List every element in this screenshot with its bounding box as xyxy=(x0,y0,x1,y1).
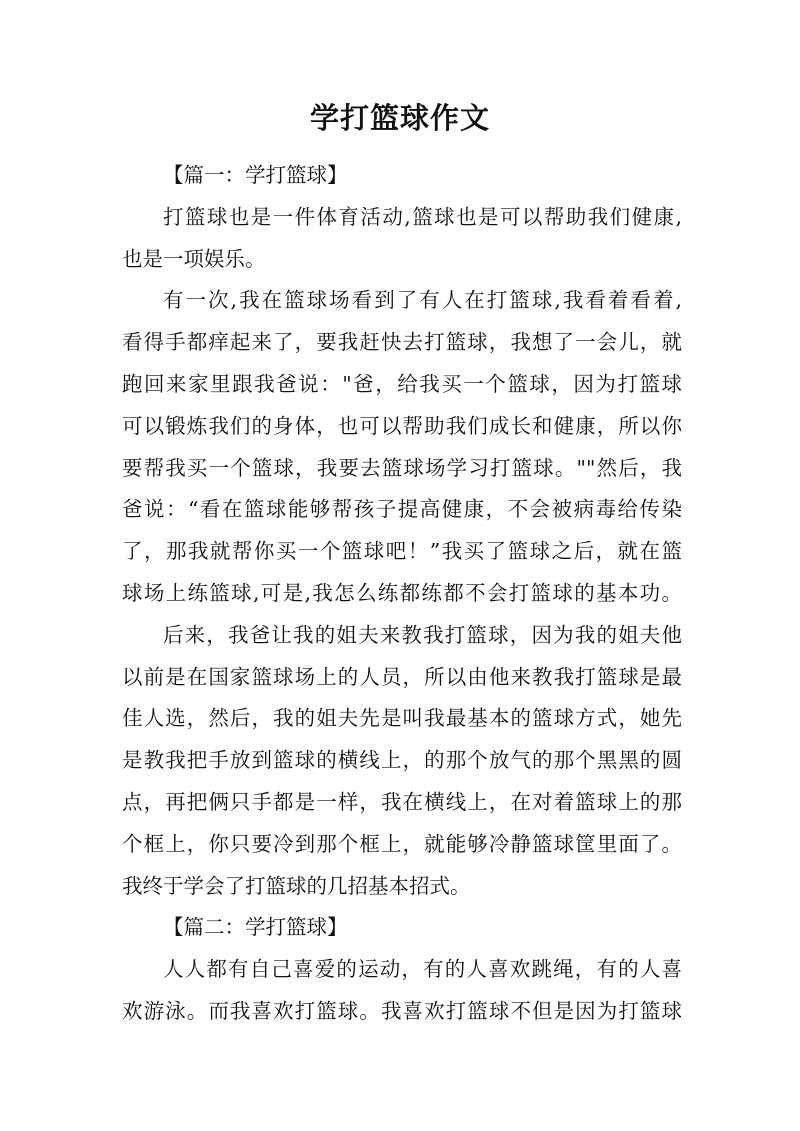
paragraph-line: 后来，我爸让我的姐夫来教我打篮球，因为我的姐夫他 xyxy=(163,622,682,647)
paragraph-line: 是教我把手放到篮球的横线上，的那个放气的那个黑黑的圆 xyxy=(122,748,682,773)
paragraph-line: 点，再把俩只手都是一样，我在横线上，在对着篮球上的那 xyxy=(122,789,682,814)
document-title: 学打篮球作文 xyxy=(309,101,490,135)
section-heading-2: 【篇二：学打篮球】 xyxy=(163,915,348,940)
paragraph-line: 要帮我买一个篮球，我要去篮球场学习打篮球。""然后，我 xyxy=(122,455,682,480)
paragraph-line: 有一次,我在篮球场看到了有人在打篮球,我看着看着, xyxy=(163,288,682,313)
paragraph-line: 可以锻炼我们的身体，也可以帮助我们成长和健康，所以你 xyxy=(122,413,682,438)
paragraph-line: 欢游泳。而我喜欢打篮球。我喜欢打篮球不但是因为打篮球 xyxy=(122,998,682,1023)
paragraph-line: 我终于学会了打篮球的几招基本招式。 xyxy=(122,873,471,898)
paragraph-line: 了，那我就帮你买一个篮球吧！”我买了篮球之后，就在篮 xyxy=(122,539,682,564)
paragraph-line: 佳人选，然后，我的姐夫先是叫我最基本的篮球方式，她先 xyxy=(122,706,682,731)
paragraph-line: 跑回来家里跟我爸说："爸，给我买一个篮球，因为打篮球 xyxy=(122,371,682,396)
paragraph-line: 球场上练篮球,可是,我怎么练都练都不会打篮球的基本功。 xyxy=(122,580,682,605)
paragraph-line: 个框上，你只要冷到那个框上，就能够冷静篮球筐里面了。 xyxy=(122,831,682,856)
paragraph-line: 以前是在国家篮球场上的人员，所以由他来教我打篮球是最 xyxy=(122,664,682,689)
paragraph-line: 爸说：“看在篮球能够帮孩子提高健康，不会被病毒给传染 xyxy=(122,497,682,522)
paragraph-line: 打篮球也是一件体育活动,篮球也是可以帮助我们健康, xyxy=(163,204,682,229)
section-heading-1: 【篇一：学打篮球】 xyxy=(163,163,348,187)
paragraph-line: 也是一项娱乐。 xyxy=(122,246,266,271)
document-body xyxy=(122,155,682,1033)
paragraph-line: 看得手都痒起来了，要我赶快去打篮球，我想了一会儿，就 xyxy=(122,330,682,355)
paragraph-line: 人人都有自己喜爱的运动，有的人喜欢跳绳，有的人喜 xyxy=(163,957,682,982)
